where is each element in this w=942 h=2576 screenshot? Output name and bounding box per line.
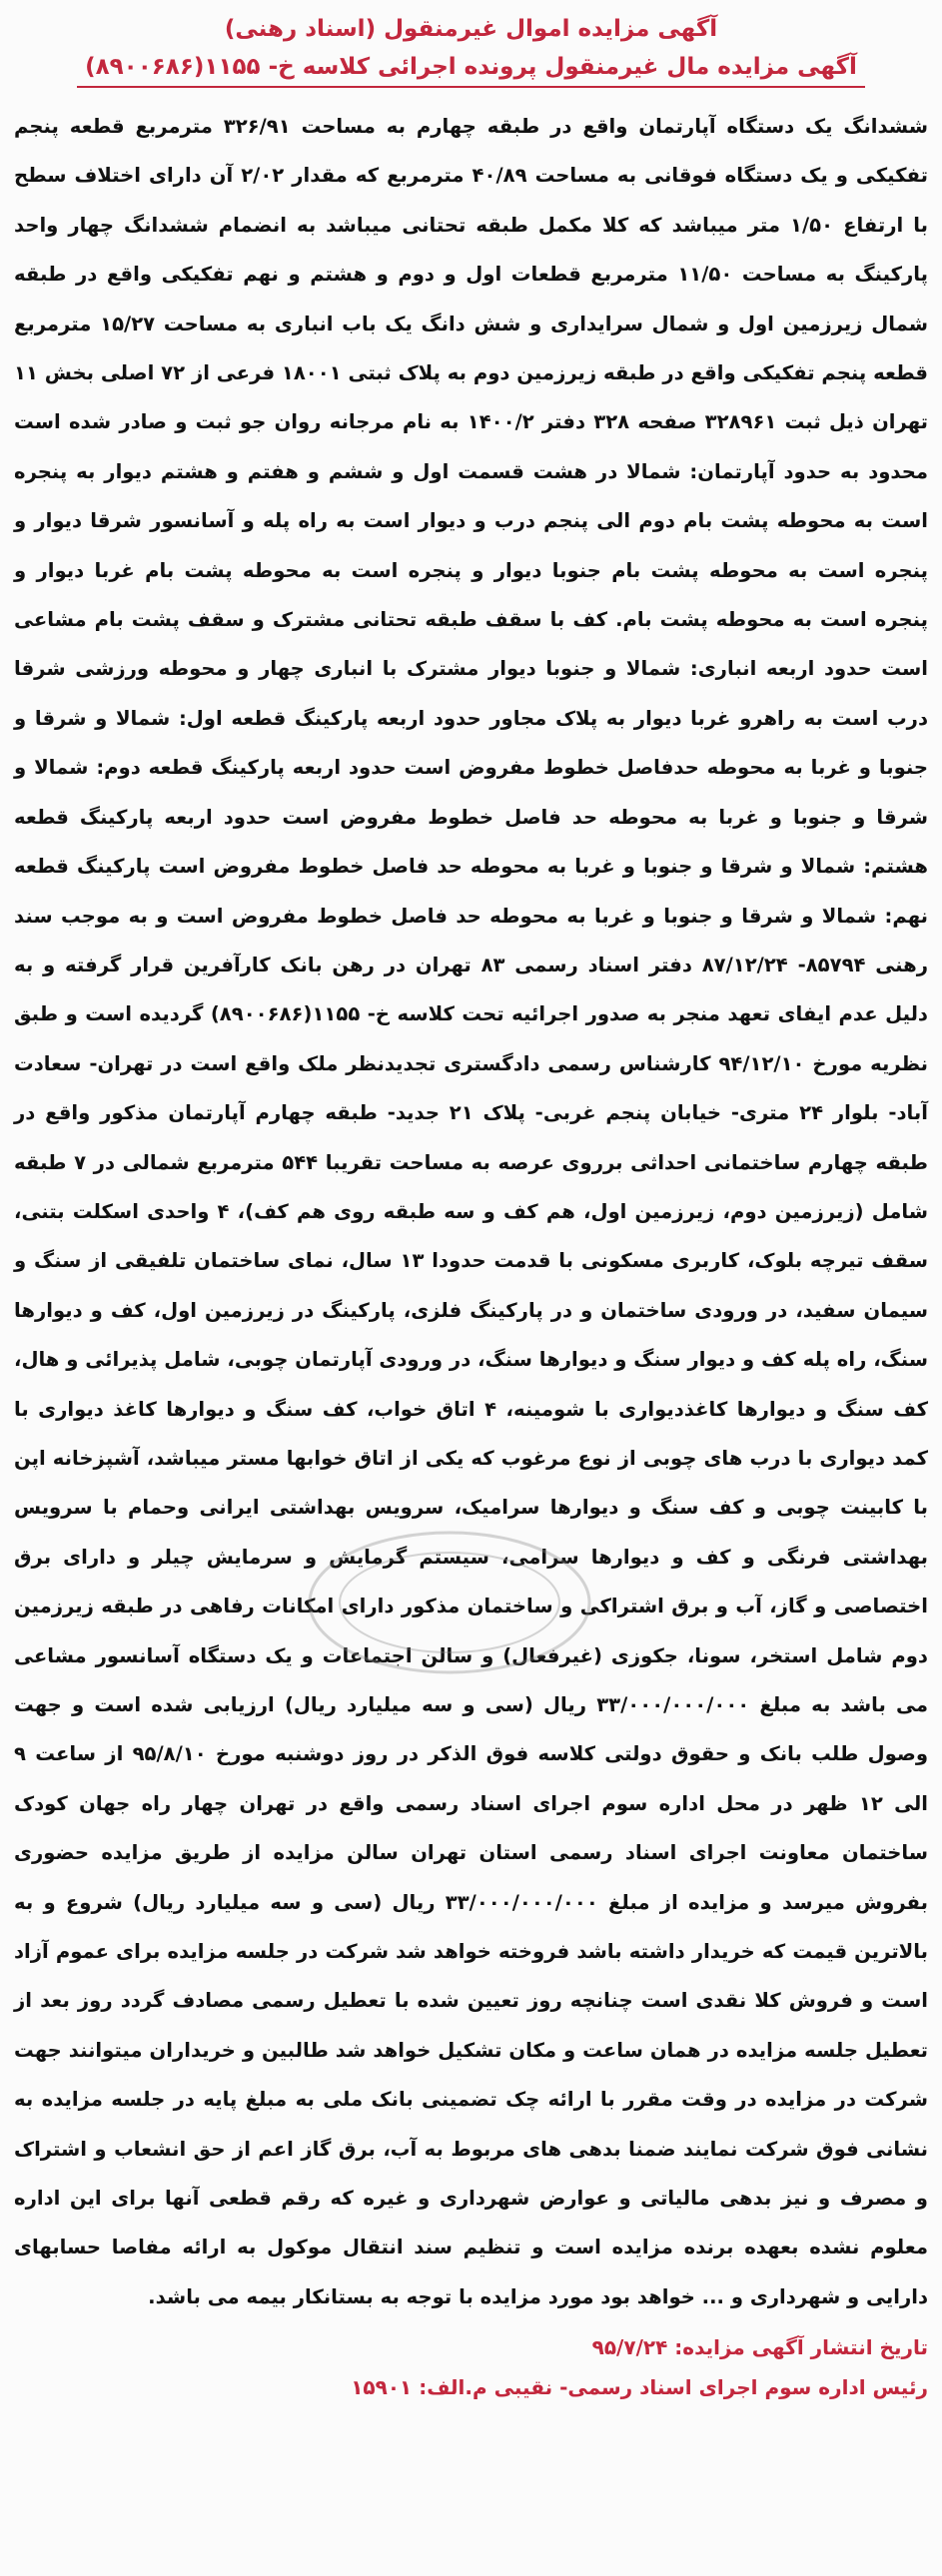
notice-body: ششدانگ یک دستگاه آپارتمان واقع در طبقه چهارم به مساحت ۳۲۶/۹۱ مترمربع قطعه پنجم تفکیکی و یک دستگاه فوقانی به مساحت ۴۰/۸۹ مترمربع که مقدار ۲/۰۲ آن دارای اختلاف سطح با ارتفاع ۱/۵۰ متر میباشد که کلا مکمل طبقه تحتانی میباشد به انضمام ششدانگ چهار واحد پارکینگ به مساحت ۱۱/۵۰ مترمربع قطعات اول و دوم و هشتم و نهم تفکیکی واقع در طبقه شمال زیرزمین اول و شمال سرایداری و شش دانگ یک باب انباری به مساحت ۱۵/۲۷ مترمربع قطعه پنجم تفکیکی واقع در طبقه زیرزمین دوم به پلاک ثبتی ۱۸۰۰۱ فرعی از ۷۲ اصلی بخش ۱۱ تهران ذیل ثبت ۳۲۸۹۶۱ صفحه ۳۲۸ دفتر ۱۴۰۰/۲ به نام مرجانه روان جو ثبت و صادر شده است محدود به حدود آپارتمان: شمالا در هشت قسمت اول و ششم و هفتم و هشتم دیوار به پنجره است به محوطه پشت بام دوم الی پنجم درب و دیوار است به راه پله و آسانسور شرقا دیوار و پنجره است به محوطه پشت بام جنوبا دیوار و پنجره است به محوطه پشت بام غربا دیوار و پنجره است به محوطه پشت بام. کف با سقف طبقه تحتانی مشترک و سقف پشت بام مشاعی است حدود اربعه انباری: شمالا و جنوبا دیوار مشترک با انباری چهار و محوطه ورزشی شرقا درب است به راهرو غربا دیوار به پلاک مجاور حدود اربعه پارکینگ قطعه اول: شمالا و شرقا و جنوبا و غربا به محوطه حدفاصل خطوط مفروض است حدود اربعه پارکینگ قطعه دوم: شمالا و شرقا و جنوبا و غربا به محوطه حد فاصل خطوط مفروض است حدود اربعه پارکینگ قطعه هشتم: شمالا و شرقا و جنوبا و غربا به محوطه حد فاصل خطوط مفروض است پارکینگ قطعه نهم: شمالا و شرقا و جنوبا و غربا به محوطه حد فاصل خطوط مفروض است و به موجب سند رهنی ۸۵۷۹۴- ۸۷/۱۲/۲۴ دفتر اسناد رسمی ۸۳ تهران در رهن بانک کارآفرین قرار گرفته و به دلیل عدم ایفای تعهد منجر به صدور اجرائیه تحت کلاسه خ- ۱۱۵۵(۸۹۰۰۶۸۶) گردیده است و طبق نظریه مورخ ۹۴/۱۲/۱۰ کارشناس رسمی دادگستری تجدیدنظر ملک واقع است در تهران- سعادت آباد- بلوار ۲۴ متری- خیابان پنجم غربی- پلاک ۲۱ جدید- طبقه چهارم آپارتمان مذکور واقع در طبقه چهارم ساختمانی احداثی برروی عرصه به مساحت تقریبا ۵۴۴ مترمربع شمالی در ۷ طبقه شامل (زیرزمین دوم، زیرزمین اول، هم کف و سه طبقه روی هم کف)، ۴ واحدی اسکلت بتنی، سقف تیرچه بلوک، کاربری مسکونی با قدمت حدودا ۱۳ سال، نمای ساختمان تلفیقی از سنگ و سیمان سفید، در ورودی ساختمان و در پارکینگ فلزی، پارکینگ در زیرزمین اول، کف و دیوارها سنگ، راه پله کف و دیوار سنگ و دیوارها سنگ، در ورودی آپارتمان چوبی، شامل پذیرائی و هال، کف سنگ و دیوارها کاغذدیواری با شومینه، ۴ اتاق خواب، کف سنگ و دیوارها کاغذ دیواری با کمد دیواری با درب های چوبی از نوع مرغوب که یکی از اتاق خوابها مستر میباشد، آشپزخانه اپن با کابینت چوبی و کف سنگ و دیوارها سرامیک، سرویس بهداشتی ایرانی وحمام با سرویس بهداشتی فرنگی و کف و دیوارها سرامی، سیستم گرمایش و سرمایش چیلر و دارای برق اختصاصی و گاز، آب و برق اشتراکی و ساختمان مذکور دارای امکانات رفاهی در طبقه زیرزمین دوم شامل استخر، سونا، جکوزی (غیرفعال) و سالن اجتماعات و یک دستگاه آسانسور مشاعی می باشد به مبلغ ۳۳/۰۰۰/۰۰۰/۰۰۰ ریال (سی و سه میلیارد ریال) ارزیابی شده است و جهت وصول طلب بانک و حقوق دولتی کلاسه فوق الذکر در روز دوشنبه مورخ ۹۵/۸/۱۰ از ساعت ۹ الی ۱۲ ظهر در محل اداره سوم اجرای اسناد رسمی واقع در تهران چهار راه جهان کودک ساختمان معاونت اجرای اسناد رسمی استان تهران سالن مزایده از طریق مزایده حضوری بفروش میرسد و مزایده از مبلغ ۳۳/۰۰۰/۰۰۰/۰۰۰ ریال (سی و سه میلیارد ریال) شروع و به بالاترین قیمت که خریدار داشته باشد فروخته خواهد شد شرکت در جلسه مزایده برای عموم آزاد است و فروش کلا نقدی است چنانچه روز تعیین شده با تعطیل رسمی مصادف گردد روز بعد از تعطیل جلسه مزایده در همان ساعت و مکان تشکیل خواهد شد طالبین و خریداران میتوانند جهت شرکت در مزایده در وقت مقرر با ارائه چک تضمینی بانک ملی به مبلغ پایه در جلسه مزایده به نشانی فوق شرکت نمایند ضمنا بدهی های مربوط به آب، برق گاز اعم از حق انشعاب و اشتراک و مصرف و نیز بدهی مالیاتی و عوارض شهرداری و غیره که رقم قطعی آنها برای این اداره معلوم نشده بعهده برنده مزایده است و تنظیم سند انتقال موکول به ارائه مفاصا حسابهای دارایی و شهرداری و ... خواهد بود مورد مزایده با توجه به بستانکار بیمه می باشد. bbox=[14, 115, 929, 2308]
notice-subtitle: آگهی مزایده مال غیرمنقول پرونده اجرائی کلاسه خ- ۱۱۵۵(۸۹۰۰۶۸۶) bbox=[77, 50, 865, 88]
publish-date-value: ۹۵/۷/۲۴ bbox=[591, 2335, 668, 2360]
signature-line bbox=[14, 2367, 928, 2407]
reference-label: م.الف: bbox=[419, 2375, 487, 2400]
publish-date-line bbox=[14, 2327, 928, 2367]
reference-number: ۱۵۹۰۱ bbox=[351, 2375, 413, 2400]
notice-footer bbox=[14, 2327, 928, 2407]
notice-header bbox=[14, 12, 928, 88]
publish-date-label: تاریخ انتشار آگهی مزایده: bbox=[674, 2335, 928, 2360]
notice-title: آگهی مزایده اموال غیرمنقول (اسناد رهنی) bbox=[224, 16, 718, 42]
signature-text: رئیس اداره سوم اجرای اسناد رسمی- نقیبی bbox=[493, 2375, 928, 2400]
